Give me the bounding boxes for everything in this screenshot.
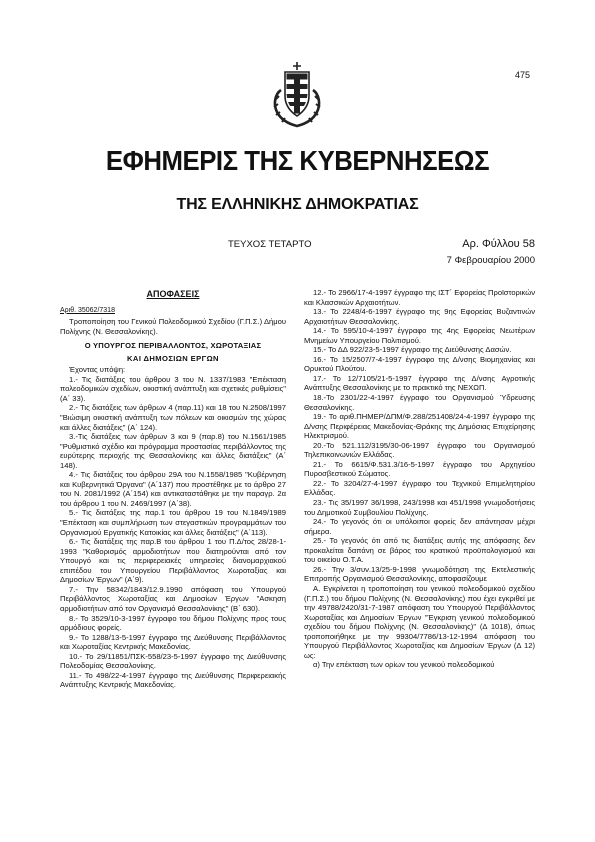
left-column [60,288,286,690]
gazette-title: ΕΦΗΜΕΡΙΣ ΤΗΣ ΚΥΒΕΡΝΗΣΕΩΣ [105,145,490,176]
paragraph: 6.- Τις διατάξεις της παρ.Β του άρθρου 1 του Π.Δ/τος 28/28-1-1993 "Καθορισμός αρμοδιοτήτων που διατηρούνται από τον Υπουργό και τις περιφερειακές υπηρεσίες διανομαρχιακού επιπέδου του Υπουργείου Περιβάλλοντος Χωροταξίας και Δημοσίων Έργων" (Α΄9). [60,537,286,585]
decision-subject: Τροποποίηση του Γενικού Πολεοδομικού Σχεδίου (Γ.Π.Σ.) Δήμου Πολίχνης (Ν. Θεσσαλονίκης). [60,317,286,336]
right-column [304,288,535,670]
paragraph: Α. Εγκρίνεται η τροποποίηση του γενικού πολεοδομικού σχεδίου (Γ.Π.Σ.) του δήμου Πολίχνης (Ν. Θεσσαλονίκης) που έχει εγκριθεί με την 49788/2420/31-7-1987 απόφαση του Υπουργού Περιβάλλοντος Χωροταξίας και Δημοσίων Έργων "Έγκριση γενικού πολεοδομικού σχεδίου του δήμου Πολίχνης (Ν. Θεσσαλονίκης)" (Δ 1018), όπως τροποποιήθηκε με την 99304/7786/13-12-1994 απόφαση του Υπουργού Περιβάλλοντος Χωροταξίας και Δημοσίων Έργων (Δ 12) ως: [304,583,535,660]
decision-number: Αριθ. 35062/7318 [60,306,115,314]
minister-heading-line2: ΚΑΙ ΔΗΜΟΣΙΩΝ ΕΡΓΩΝ [127,353,219,363]
paragraph: 7.- Την 58342/1843/12.9.1990 απόφαση του Υπουργού Περιβάλλοντος Χωροταξίας και Δημοσίων Έργων "Ασκηση αρμοδιοτήτων από τον Οργανισμό Θεσσαλονίκης" (Β΄ 630). [60,584,286,613]
issue-date: 7 Φεβρουαρίου 2000 [446,255,535,266]
paragraph: 5.- Τις διατάξεις της παρ.1 του άρθρου 19 του Ν.1849/1989 "Επέκταση και συμπλήρωση των στεγαστικών προγραμμάτων του Οργανισμού Εργατικής Κατοικίας και άλλες διατάξεις" (Α΄113). [60,508,286,537]
paragraph: 12.- Το 2966/17-4-1997 έγγραφο της ΙΣΤ΄ Εφορείας Προϊστορικών και Κλασσικών Αρχαιοτήτων. [304,288,535,307]
paragraph: 14.- Το 595/10-4-1997 έγγραφο της 4ης Εφορείας Νεωτέρων Μνημείων Υπουργείου Πολιτισμού. [304,326,535,345]
paragraph: 19.- Το αριθ.ΠΗΜΕΡ/ΔΠΜ/Φ.288/251408/24-4-1997 έγγραφο της Δ/νσης Περιφέρειας Μακεδονίας-Θράκης της Δημόσιας Επιχείρησης Ηλεκτρισμού. [304,412,535,441]
paragraph: 26.- Την 3/συν.13/25-9-1998 γνωμοδότηση της Εκτελεστικής Επιτροπής Οργανισμού Θεσσαλονίκης, αποφασίζουμε [304,564,535,584]
section-heading: ΑΠΟΦΑΣΕΙΣ [146,289,200,299]
paragraph: 18.-Το 2301/22-4-1997 έγγραφο του Οργανισμού Ύδρευσης Θεσσαλονίκης. [304,393,535,412]
paragraph: 25.- Το γεγονός ότι από τις διατάξεις αυτής της απόφασης δεν προκαλείται δαπάνη σε βάρος του κρατικού προϋπολογισμού και του οικείου Ο.Τ.Α. [304,536,535,565]
paragraph: 20.-Το 521.112/3195/30-06-1997 έγγραφο του Οργανισμού Τηλεπικοινωνιών Ελλάδας. [304,440,535,460]
paragraph: Έχοντας υπόψη: [69,365,126,375]
paragraph: 4.- Τις διατάξεις του άρθρου 29Α του Ν.1558/1985 "Κυβέρνηση και Κυβερνητικά Όργανα" (Α΄137) που προστέθηκε με το άρθρο 27 του Ν. 2081/1992 (Α΄154) και αντικαταστάθηκε με την παραγρ. 2α του άρθρου 1 του Ν. 2469/1997 (Α΄38). [60,470,286,508]
paragraph: 2.- Τις διατάξεις των άρθρων 4 (παρ.11) και 18 του Ν.2508/1997 "Βιώσιμη οικιστική ανάπτυξη των πόλεων και οικισμών της χώρας και άλλες διατάξεις" (Α΄ 124). [60,403,286,432]
paragraph: 22.- Το 3204/27-4-1997 έγγραφο του Τεχνικού Επιμελητηρίου Ελλάδας. [304,478,535,498]
greek-coat-of-arms-icon [271,60,323,128]
issue-row [60,239,535,253]
paragraph: 10.- Το 29/11851/ΠΣΚ-558/23-5-1997 έγγραφο της Διεύθυνσης Πολεοδομίας Θεσσαλονίκης. [60,651,286,671]
paragraph: 8.- Το 3529/10-3-1997 έγγραφο του δήμου Πολίχνης προς τους αρμόδιους φορείς. [60,613,286,633]
paragraph: 13.- Το 2248/4-6-1997 έγγραφο της 9ης Εφορείας Βυζαντινών Αρχαιοτήτων Θεσσαλονίκης. [304,307,535,326]
gazette-subtitle: ΤΗΣ ΕΛΛΗΝΙΚΗΣ ΔΗΜΟΚΡΑΤΙΑΣ [176,196,419,213]
paragraph: 24.- Το γεγονός ότι οι υπόλοιποι φορείς δεν απάντησαν μέχρι σήμερα. [304,517,535,536]
paragraph: 23.- Τις 35/1997 36/1998, 243/1998 και 451/1998 γνωμοδοτήσεις του Δημοτικού Συμβουλίου Πολίχνης. [304,498,535,517]
issue-fyllo: Αρ. Φύλλου 58 [462,238,535,250]
paragraph: 3.-Τις διατάξεις των άρθρων 3 και 9 (παρ.8) του Ν.1561/1985 "Ρυθμιστικό σχέδιο και πρόγραμμα προστασίας περιβάλλοντος της ευρύτερης περιοχής της Θεσσαλονίκης και άλλες διατάξεις" (Α΄ 148). [60,432,286,470]
paragraph: 21.- Το 6615/Φ.531.3/16-5-1997 έγγραφο του Αρχηγείου Πυροσβεστικού Σώματος. [304,459,535,479]
paragraph: 11.- Το 498/22-4-1997 έγγραφο της Διεύθυνσης Περιφερειακής Ανάπτυξης Κεντρικής Μακεδονίας. [60,670,286,690]
minister-heading-line1: Ο ΥΠΟΥΡΓΟΣ ΠΕΡΙΒΑΛΛΟΝΤΟΣ, ΧΩΡΟΤΑΞΙΑΣ [84,341,262,351]
paragraph: 15.- Το ΔΔ 922/23-5-1997 έγγραφο της Διεύθυνσης Δασών. [313,345,512,355]
paragraph: 17.- Το 12/7105/21-5-1997 έγγραφο της Δ/νσης Αγροτικής Ανάπτυξης Θεσσαλονίκης με το πρακτικό της ΝΕΧΩΠ. [304,373,535,393]
page-number: 475 [514,70,530,80]
paragraph: 9.- Το 1288/13-5-1997 έγγραφο της Διεύθυνσης Περιβάλλοντος και Χωροταξίας Κεντρικής Μακεδονίας. [60,632,286,652]
paragraph: 16.- Το 15/2507/7-4-1997 έγγραφο της Δ/νσης Βιομηχανίας και Ορυκτού Πλούτου. [304,354,535,374]
paragraph: 1.- Τις διατάξεις του άρθρου 3 του Ν. 1337/1983 "Επέκταση πολεοδομικών σχεδίων, οικιστική ανάπτυξη και σχετικές ρυθμίσεις" (Α΄ 33). [60,374,286,403]
issue-teuxos: ΤΕΥΧΟΣ ΤΕΤΑΡΤΟ [228,239,312,250]
paragraph: α) Την επέκταση των ορίων του γενικού πολεοδομικού [313,660,495,670]
